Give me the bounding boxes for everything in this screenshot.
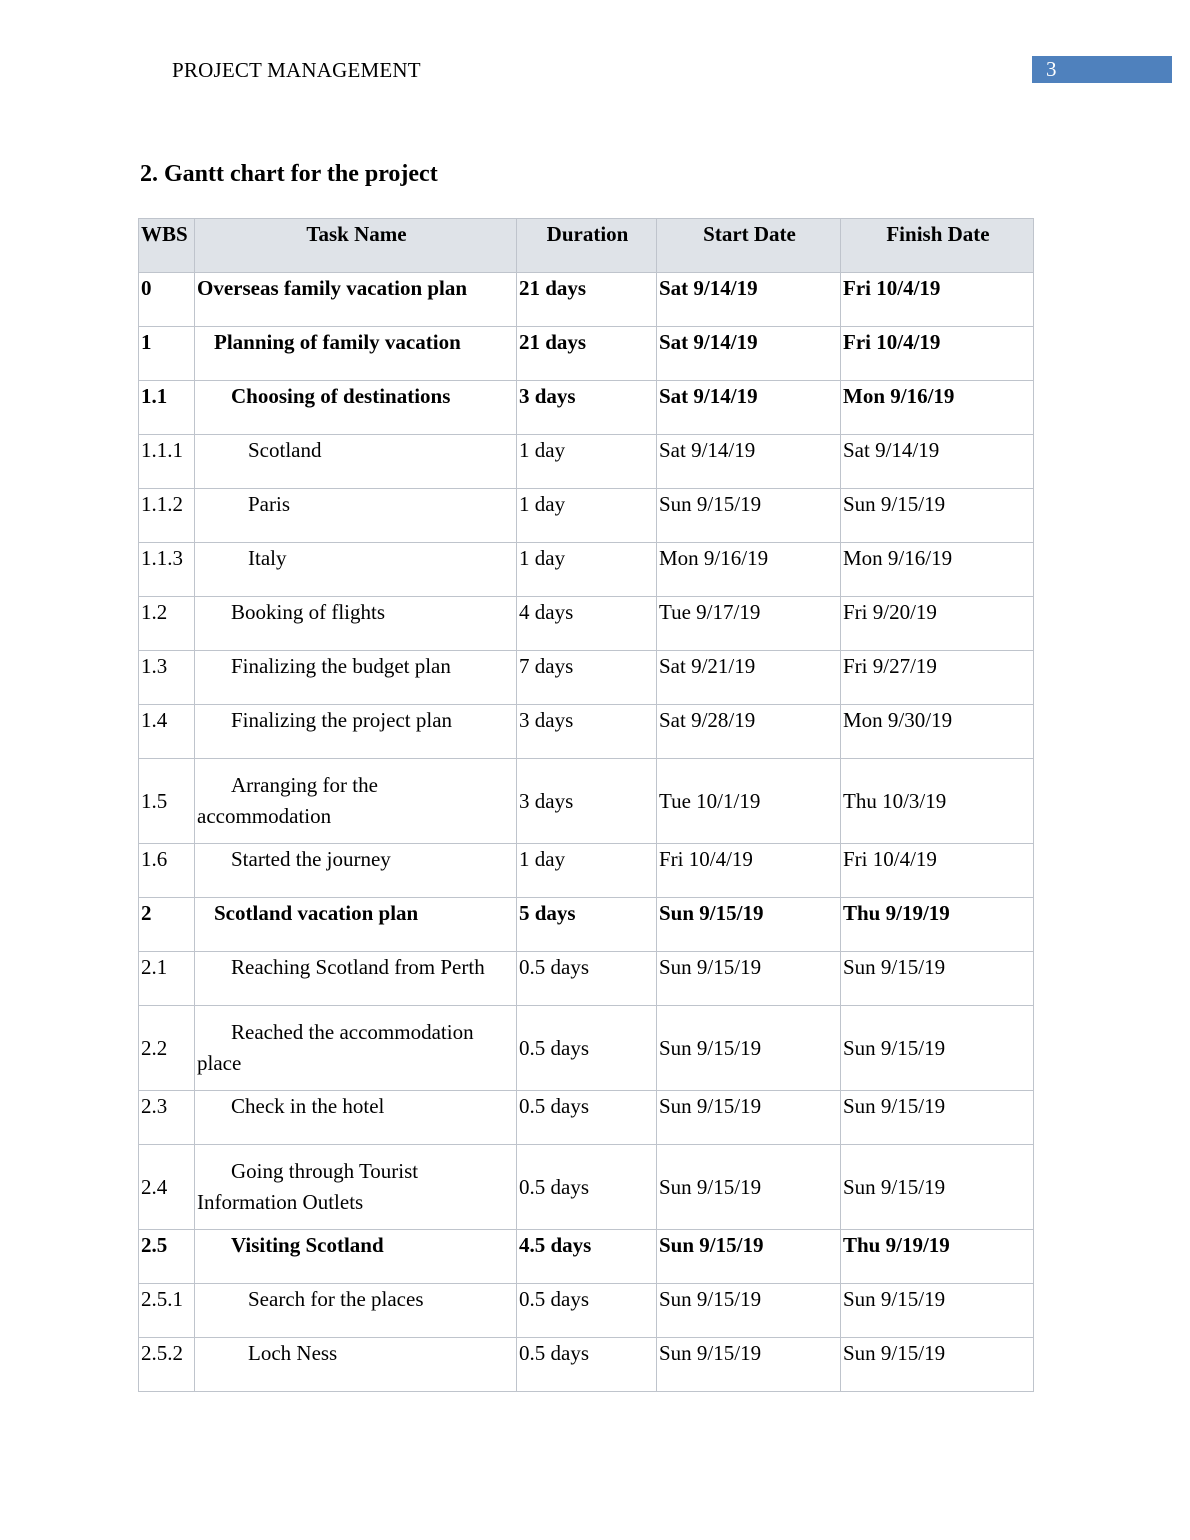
finish-date-cell: Fri 10/4/19 (841, 273, 1034, 327)
wbs-cell: 1 (139, 327, 195, 381)
table-row (139, 1338, 1034, 1392)
duration-cell: 5 days (517, 898, 657, 952)
duration-cell: 21 days (517, 273, 657, 327)
wbs-cell: 2.3 (139, 1091, 195, 1145)
task-name-cell: Booking of flights (195, 597, 517, 651)
wbs-cell: 0 (139, 273, 195, 327)
table-header-row (139, 219, 1034, 273)
finish-date-cell: Mon 9/16/19 (841, 543, 1034, 597)
duration-cell: 0.5 days (517, 1145, 657, 1230)
duration-cell: 0.5 days (517, 1284, 657, 1338)
finish-date-cell: Fri 9/20/19 (841, 597, 1034, 651)
start-date-cell: Sat 9/21/19 (657, 651, 841, 705)
finish-date-cell: Thu 10/3/19 (841, 759, 1034, 844)
start-date-cell: Sun 9/15/19 (657, 1338, 841, 1392)
task-name-cell: Arranging for the accommodation (195, 759, 517, 844)
start-date-cell: Sat 9/14/19 (657, 273, 841, 327)
table-row (139, 1284, 1034, 1338)
wbs-cell: 1.6 (139, 844, 195, 898)
start-date-cell: Sun 9/15/19 (657, 489, 841, 543)
start-date-cell: Sun 9/15/19 (657, 1230, 841, 1284)
task-name-cell: Scotland vacation plan (195, 898, 517, 952)
wbs-cell: 1.5 (139, 759, 195, 844)
finish-date-cell: Fri 10/4/19 (841, 844, 1034, 898)
start-date-cell: Sun 9/15/19 (657, 1145, 841, 1230)
start-date-cell: Sun 9/15/19 (657, 1284, 841, 1338)
task-name-cell: Search for the places (195, 1284, 517, 1338)
column-header-start-date: Start Date (657, 219, 841, 273)
table-row (139, 489, 1034, 543)
finish-date-cell: Sun 9/15/19 (841, 952, 1034, 1006)
finish-date-cell: Fri 9/27/19 (841, 651, 1034, 705)
finish-date-cell: Fri 10/4/19 (841, 327, 1034, 381)
finish-date-cell: Sun 9/15/19 (841, 1338, 1034, 1392)
table-row (139, 1230, 1034, 1284)
finish-date-cell: Mon 9/30/19 (841, 705, 1034, 759)
table-row (139, 1006, 1034, 1091)
task-name-cell: Italy (195, 543, 517, 597)
start-date-cell: Sun 9/15/19 (657, 898, 841, 952)
task-name-cell: Paris (195, 489, 517, 543)
task-name-cell: Overseas family vacation plan (195, 273, 517, 327)
table-row (139, 759, 1034, 844)
task-name-cell: Going through Tourist Information Outlets (195, 1145, 517, 1230)
column-header-duration: Duration (517, 219, 657, 273)
task-name-cell: Finalizing the budget plan (195, 651, 517, 705)
table-row (139, 435, 1034, 489)
table-row (139, 952, 1034, 1006)
duration-cell: 4 days (517, 597, 657, 651)
start-date-cell: Sun 9/15/19 (657, 1006, 841, 1091)
start-date-cell: Fri 10/4/19 (657, 844, 841, 898)
wbs-cell: 1.1.1 (139, 435, 195, 489)
page-number-badge: 3 (1032, 56, 1172, 83)
table-row (139, 705, 1034, 759)
duration-cell: 3 days (517, 381, 657, 435)
table-row (139, 597, 1034, 651)
wbs-cell: 1.1.2 (139, 489, 195, 543)
start-date-cell: Tue 10/1/19 (657, 759, 841, 844)
duration-cell: 0.5 days (517, 952, 657, 1006)
start-date-cell: Sat 9/14/19 (657, 327, 841, 381)
wbs-cell: 2.4 (139, 1145, 195, 1230)
start-date-cell: Sat 9/14/19 (657, 435, 841, 489)
duration-cell: 4.5 days (517, 1230, 657, 1284)
table-row (139, 1091, 1034, 1145)
wbs-cell: 2.1 (139, 952, 195, 1006)
start-date-cell: Mon 9/16/19 (657, 543, 841, 597)
task-name-cell: Scotland (195, 435, 517, 489)
start-date-cell: Sat 9/14/19 (657, 381, 841, 435)
task-name-cell: Choosing of destinations (195, 381, 517, 435)
duration-cell: 1 day (517, 435, 657, 489)
finish-date-cell: Sun 9/15/19 (841, 1006, 1034, 1091)
wbs-cell: 2.5.1 (139, 1284, 195, 1338)
wbs-cell: 1.1 (139, 381, 195, 435)
duration-cell: 21 days (517, 327, 657, 381)
task-name-cell: Planning of family vacation (195, 327, 517, 381)
finish-date-cell: Thu 9/19/19 (841, 1230, 1034, 1284)
finish-date-cell: Sun 9/15/19 (841, 489, 1034, 543)
duration-cell: 1 day (517, 489, 657, 543)
duration-cell: 3 days (517, 759, 657, 844)
duration-cell: 0.5 days (517, 1338, 657, 1392)
table-row (139, 844, 1034, 898)
table-row (139, 651, 1034, 705)
task-name-cell: Check in the hotel (195, 1091, 517, 1145)
start-date-cell: Sat 9/28/19 (657, 705, 841, 759)
finish-date-cell: Sun 9/15/19 (841, 1284, 1034, 1338)
wbs-cell: 1.4 (139, 705, 195, 759)
task-name-cell: Started the journey (195, 844, 517, 898)
wbs-cell: 1.2 (139, 597, 195, 651)
duration-cell: 1 day (517, 844, 657, 898)
task-name-cell: Loch Ness (195, 1338, 517, 1392)
duration-cell: 7 days (517, 651, 657, 705)
wbs-cell: 1.3 (139, 651, 195, 705)
table-row (139, 381, 1034, 435)
task-name-cell: Reached the accommodation place (195, 1006, 517, 1091)
duration-cell: 0.5 days (517, 1091, 657, 1145)
duration-cell: 0.5 days (517, 1006, 657, 1091)
finish-date-cell: Sat 9/14/19 (841, 435, 1034, 489)
gantt-table (138, 218, 1034, 1392)
finish-date-cell: Sun 9/15/19 (841, 1091, 1034, 1145)
start-date-cell: Tue 9/17/19 (657, 597, 841, 651)
wbs-cell: 2 (139, 898, 195, 952)
wbs-cell: 1.1.3 (139, 543, 195, 597)
table-row (139, 898, 1034, 952)
wbs-cell: 2.5 (139, 1230, 195, 1284)
running-header-title: PROJECT MANAGEMENT (172, 58, 421, 82)
finish-date-cell: Thu 9/19/19 (841, 898, 1034, 952)
start-date-cell: Sun 9/15/19 (657, 952, 841, 1006)
section-heading: 2. Gantt chart for the project (140, 161, 438, 187)
wbs-cell: 2.5.2 (139, 1338, 195, 1392)
duration-cell: 1 day (517, 543, 657, 597)
column-header-finish-date: Finish Date (841, 219, 1034, 273)
task-name-cell: Reaching Scotland from Perth (195, 952, 517, 1006)
wbs-cell: 2.2 (139, 1006, 195, 1091)
table-row (139, 543, 1034, 597)
task-name-cell: Visiting Scotland (195, 1230, 517, 1284)
table-row (139, 273, 1034, 327)
duration-cell: 3 days (517, 705, 657, 759)
finish-date-cell: Mon 9/16/19 (841, 381, 1034, 435)
column-header-wbs: WBS (139, 219, 195, 273)
column-header-task-name: Task Name (195, 219, 517, 273)
table-row (139, 327, 1034, 381)
table-row (139, 1145, 1034, 1230)
finish-date-cell: Sun 9/15/19 (841, 1145, 1034, 1230)
task-name-cell: Finalizing the project plan (195, 705, 517, 759)
start-date-cell: Sun 9/15/19 (657, 1091, 841, 1145)
